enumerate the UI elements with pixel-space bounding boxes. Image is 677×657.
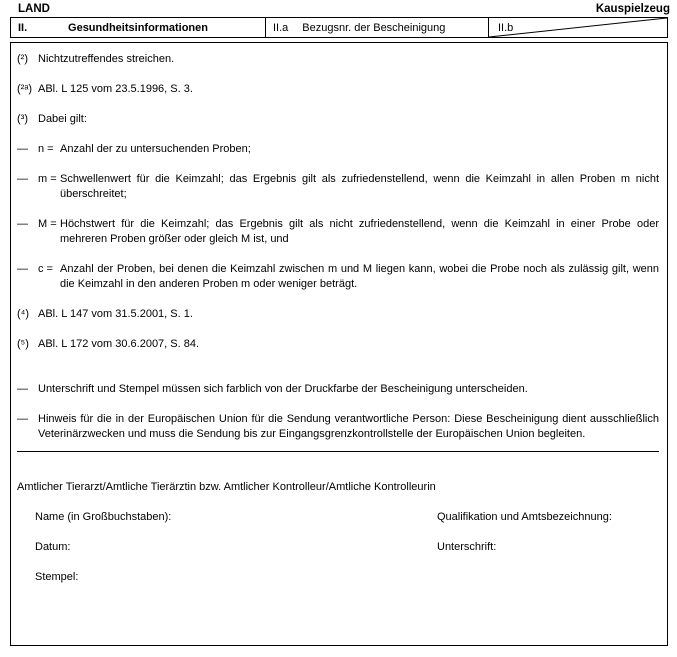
footnote-marker: (³) [17, 113, 28, 125]
note-row [17, 382, 659, 397]
footnote-marker: (⁴) [17, 308, 30, 320]
local-reference-cell [489, 18, 667, 37]
signatory-title: Amtlicher Tierarzt/Amtliche Tierärztin bzw. Amtlicher Kontrolleur/Amtliche Kontrolleurin [17, 481, 436, 493]
footnote-marker: (⁵) [17, 338, 29, 350]
section-title: Gesundheitsinformationen [68, 21, 208, 34]
reference-number-label: II.a [273, 21, 289, 34]
local-reference-label: II.b [498, 21, 514, 34]
definition-text: Höchstwert für die Keimzahl; das Ergebnis gilt als nicht zufriedenstellend, wenn die Keimzahl in einer Probe oder mehreren Proben größer oder gleich M ist, und [60, 218, 659, 245]
dash-marker: — [17, 173, 28, 185]
country-label: LAND [18, 3, 50, 15]
signature-field-row [17, 540, 659, 555]
certificate-header-row [10, 17, 668, 38]
top-bar [0, 0, 677, 17]
dash-marker: — [17, 413, 28, 425]
commodity-label: Kauspielzeug [595, 3, 670, 15]
date-field-label: Datum: [35, 541, 71, 553]
signature-field-label: Unterschrift: [437, 541, 497, 553]
signature-field-row [17, 570, 659, 585]
note-text: Unterschrift und Stempel müssen sich farblich von der Druckfarbe der Bescheinigung unterscheiden. [38, 383, 528, 395]
name-field-label: Name (in Großbuchstaben): [35, 511, 172, 523]
footnote-row [17, 307, 659, 322]
section-title-cell [11, 18, 266, 37]
dash-marker: — [17, 383, 28, 395]
footnote-row [17, 337, 659, 352]
health-information-box [10, 42, 668, 646]
definition-symbol: M = [38, 218, 57, 230]
footnote-text: Dabei gilt: [38, 113, 87, 125]
footnote-row [17, 82, 659, 97]
footnote-text: ABl. L 147 vom 31.5.2001, S. 1. [38, 308, 193, 320]
section-divider [17, 451, 659, 452]
footnote-marker: (²) [17, 53, 28, 65]
diagonal-strike-line [489, 18, 667, 37]
definition-row [17, 172, 659, 202]
reference-number-text: Bezugsnr. der Bescheinigung [302, 21, 446, 34]
dash-marker: — [17, 263, 28, 275]
reference-number-cell [266, 18, 489, 37]
definition-symbol: m = [38, 173, 57, 185]
definition-text: Schwellenwert für die Keimzahl; das Ergebnis gilt als zufriedenstellend, wenn die Keimzahl in allen Proben m nicht überschreitet; [60, 173, 659, 200]
footnote-text: Nichtzutreffendes streichen. [38, 53, 175, 65]
signature-field-row [17, 510, 659, 525]
footnote-row [17, 52, 659, 67]
note-text: Hinweis für die in der Europäischen Union für die Sendung verantwortliche Person: Diese Bescheinigung dient ausschließlich Veterinärzwecken und muss die Sendung bis zur Eingangsgrenzkontrollstelle der Europäischen Union begleiten. [38, 413, 659, 440]
definition-row [17, 142, 659, 157]
definition-row [17, 262, 659, 292]
empty-field [437, 570, 659, 585]
footnotes-block [17, 52, 659, 352]
definition-row [17, 217, 659, 247]
signature-section [17, 480, 659, 585]
dash-marker: — [17, 218, 28, 230]
dash-marker: — [17, 143, 28, 155]
definition-symbol: c = [38, 263, 53, 275]
footnote-text: ABl. L 172 vom 30.6.2007, S. 84. [38, 338, 200, 350]
footnote-text: ABl. L 125 vom 23.5.1996, S. 3. [38, 83, 193, 95]
definition-text: Anzahl der zu untersuchenden Proben; [60, 143, 251, 155]
section-number: II. [18, 21, 28, 34]
footnote-row [17, 112, 659, 127]
notes-block [17, 382, 659, 442]
footnote-marker: (²ᵃ) [17, 83, 33, 95]
definition-text: Anzahl der Proben, bei denen die Keimzahl zwischen m und M liegen kann, wobei die Probe noch als zulässig gilt, wenn die Keimzahl in den anderen Proben m oder weniger beträgt. [60, 263, 659, 290]
note-row [17, 412, 659, 442]
stamp-field-label: Stempel: [35, 571, 79, 583]
qualification-field-label: Qualifikation und Amtsbezeichnung: [437, 511, 612, 523]
definition-symbol: n = [38, 143, 54, 155]
